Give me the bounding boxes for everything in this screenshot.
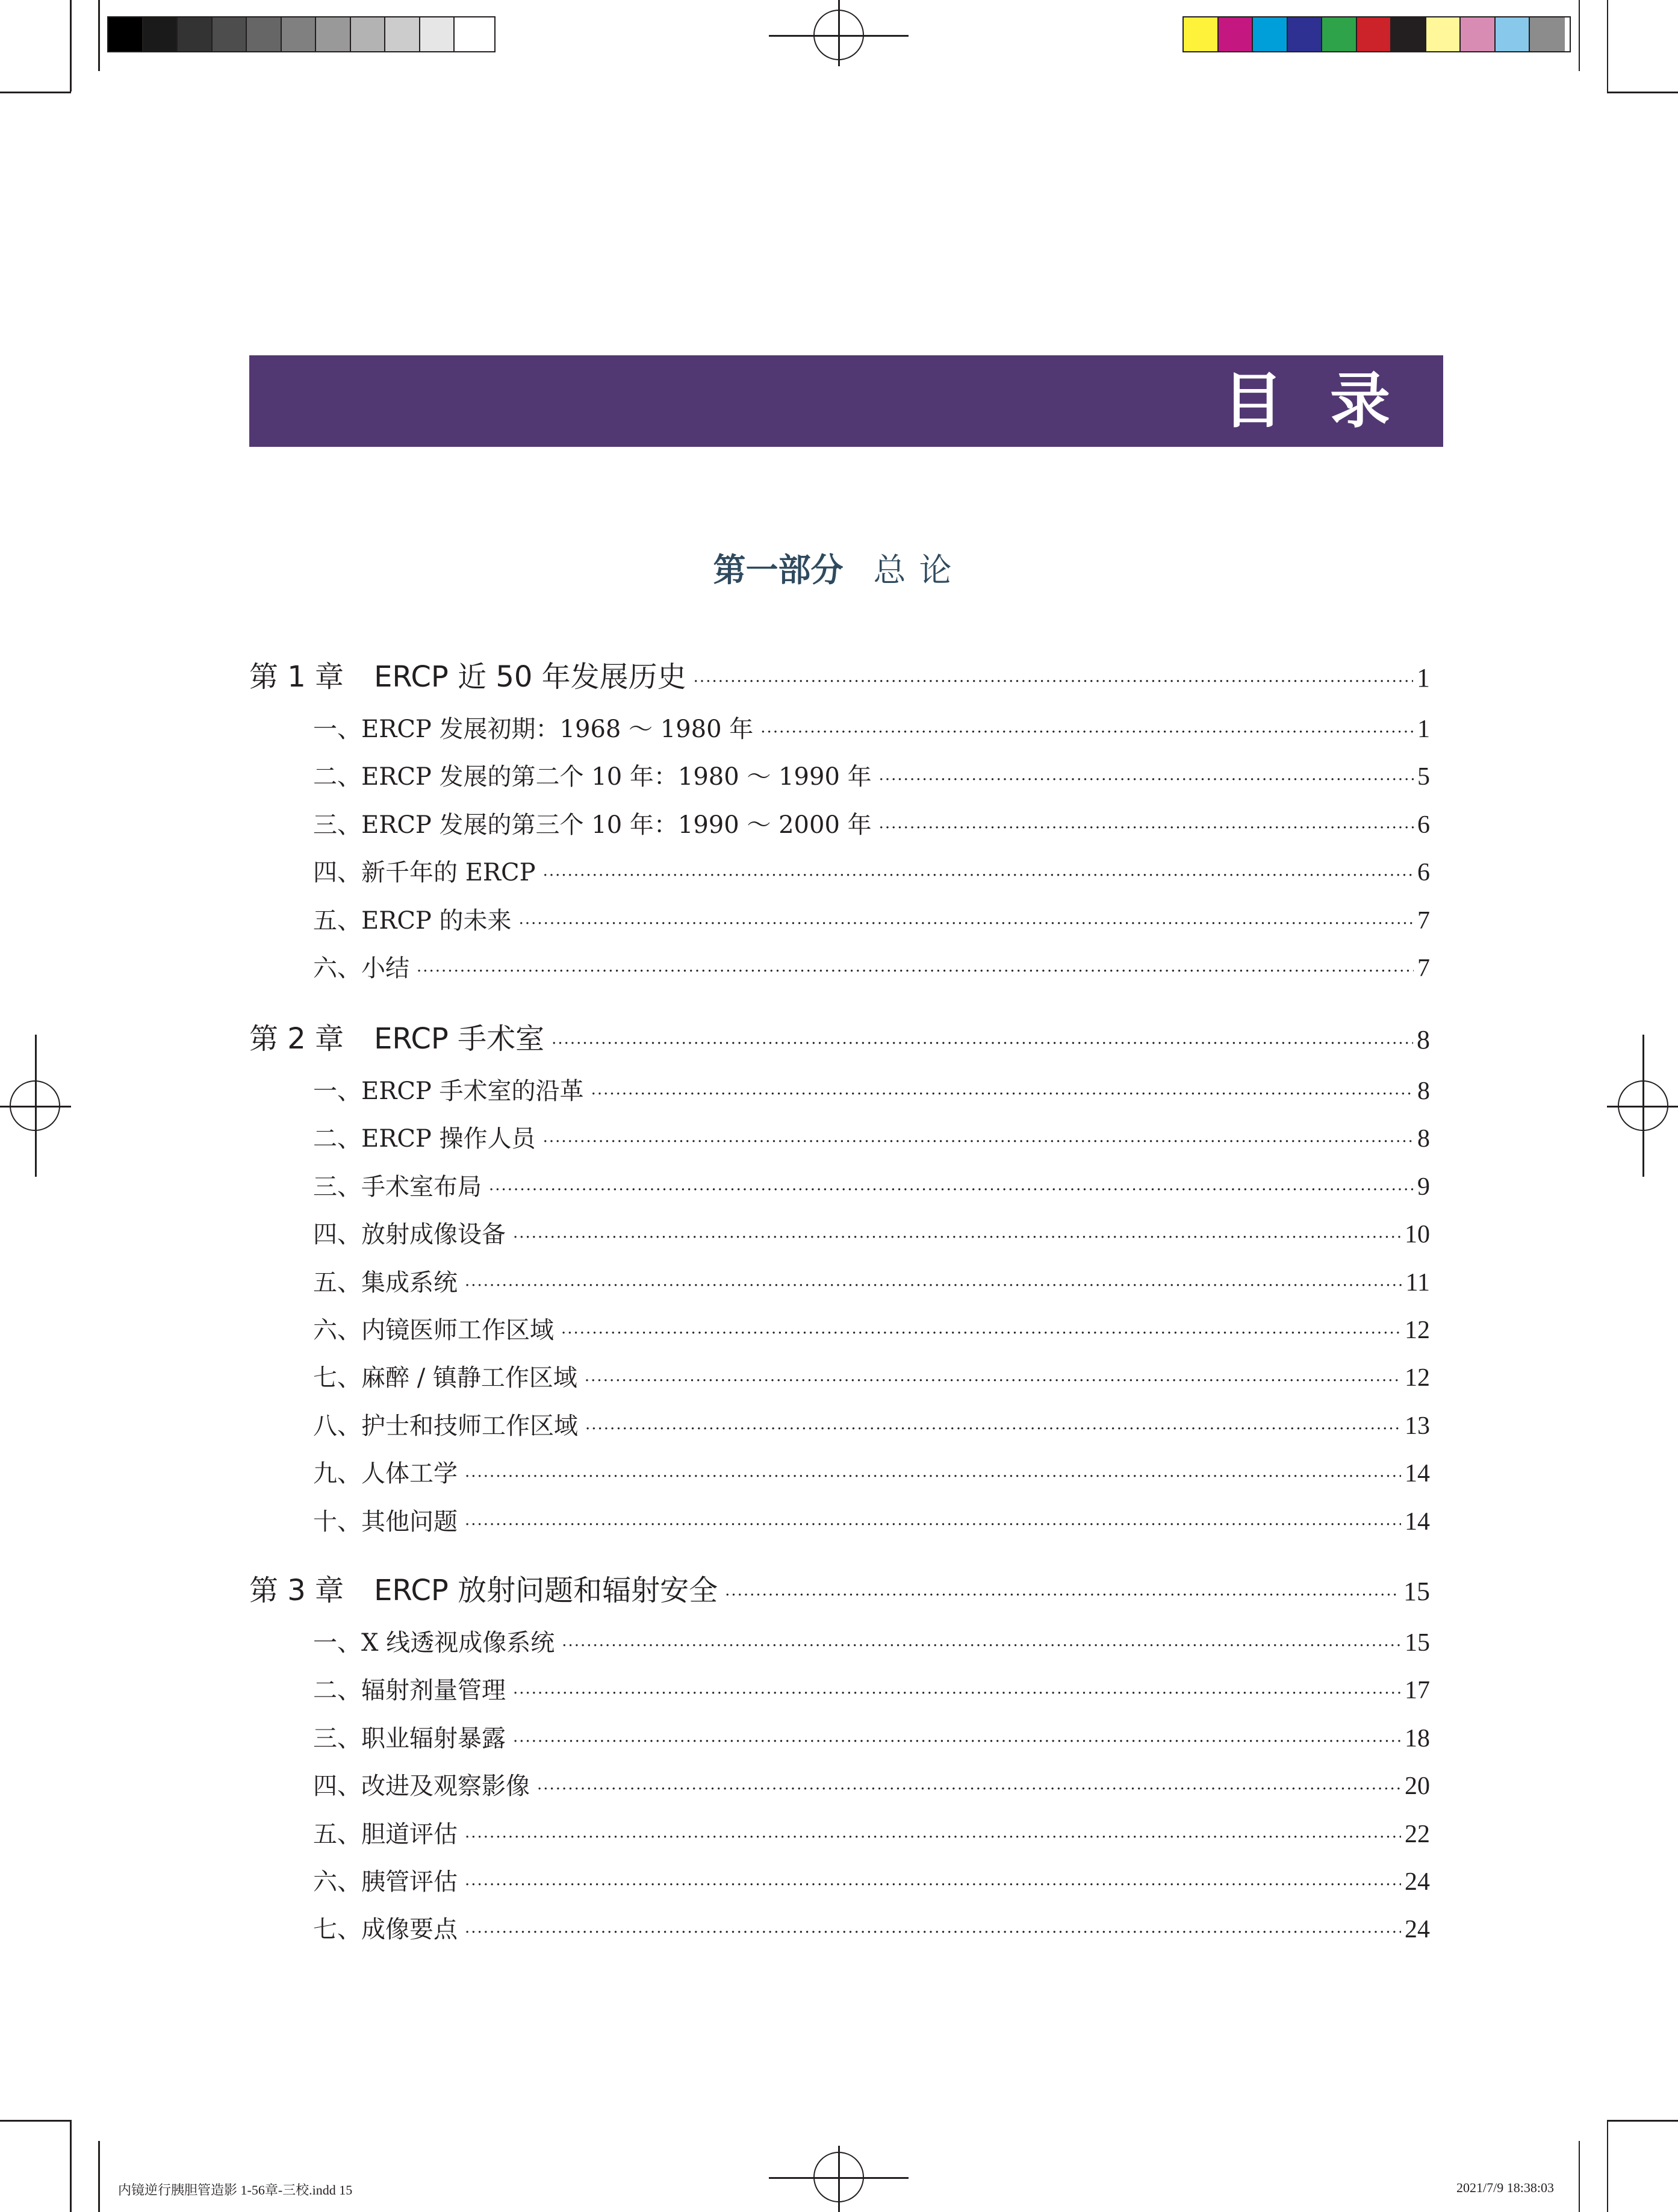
section-title: 六、内镜医师工作区域 xyxy=(313,1316,554,1344)
grayscale-control-bar xyxy=(107,16,496,52)
gray-swatch xyxy=(247,17,282,51)
section-title: 三、职业辐射暴露 xyxy=(313,1724,506,1752)
chapter-title: ERCP 手术室 xyxy=(374,1022,545,1056)
toc-section-row xyxy=(313,1454,1430,1491)
toc-section-row xyxy=(313,1767,1430,1803)
dot-leader xyxy=(465,1516,1401,1534)
section-title: 七、麻醉 / 镇静工作区域 xyxy=(313,1364,577,1392)
color-swatch xyxy=(1461,17,1496,51)
gray-swatch xyxy=(351,17,386,51)
section-title: 四、新千年的 ERCP xyxy=(313,859,536,887)
gray-swatch xyxy=(108,17,143,51)
dot-leader xyxy=(879,771,1414,789)
toc-section-row xyxy=(313,1215,1430,1251)
toc-section-row xyxy=(313,1910,1430,1946)
dot-leader xyxy=(725,1586,1400,1604)
dot-leader xyxy=(879,819,1414,837)
gray-swatch xyxy=(213,17,247,51)
page-number: 14 xyxy=(1405,1507,1430,1536)
section-title: 一、X 线透视成像系统 xyxy=(313,1629,555,1657)
page-number: 22 xyxy=(1405,1820,1430,1848)
footer-timestamp: 2021/7/9 18:38:03 xyxy=(1456,2180,1554,2195)
color-swatch xyxy=(1357,17,1392,51)
dot-leader xyxy=(543,867,1414,885)
dot-leader xyxy=(585,1420,1401,1438)
toc-section-row xyxy=(313,758,1430,794)
toc-section-row xyxy=(313,1168,1430,1204)
part-heading xyxy=(0,549,1678,591)
toc-chapter-row xyxy=(249,653,1430,696)
dot-leader xyxy=(537,1780,1401,1798)
section-title: 二、辐射剂量管理 xyxy=(313,1677,506,1705)
page-number: 1 xyxy=(1417,663,1430,693)
section-title: 一、ERCP 发展初期：1968 ～ 1980 年 xyxy=(313,715,754,743)
section-title: 五、集成系统 xyxy=(313,1268,458,1297)
page-number: 12 xyxy=(1405,1316,1430,1344)
dot-leader xyxy=(489,1181,1414,1199)
page-number: 7 xyxy=(1417,955,1430,982)
page-number: 8 xyxy=(1417,1025,1430,1055)
page-number: 5 xyxy=(1417,763,1430,791)
section-title: 五、胆道评估 xyxy=(313,1820,458,1848)
dot-leader xyxy=(465,1828,1401,1846)
toc-section-row xyxy=(313,1863,1430,1899)
chapter-title: ERCP 放射问题和辐射安全 xyxy=(374,1574,718,1607)
dot-leader xyxy=(591,1085,1414,1103)
toc-section-row xyxy=(313,1503,1430,1539)
toc-section-row xyxy=(313,902,1430,938)
toc-section-row xyxy=(313,1624,1430,1660)
color-swatch xyxy=(1426,17,1461,51)
section-title: 六、胰管评估 xyxy=(313,1868,458,1896)
gray-swatch xyxy=(420,17,455,51)
section-title: 二、ERCP 操作人员 xyxy=(313,1125,536,1153)
gray-swatch xyxy=(385,17,420,51)
section-title: 四、放射成像设备 xyxy=(313,1221,506,1249)
footer-file-name: 内镜逆行胰胆管造影 1-56章-三校.indd 15 xyxy=(118,2182,353,2198)
part-name: 总论 xyxy=(873,551,965,589)
page-number: 14 xyxy=(1405,1460,1430,1488)
gray-swatch xyxy=(282,17,317,51)
dot-leader xyxy=(513,1229,1401,1247)
color-swatch xyxy=(1496,17,1530,51)
section-title: 九、人体工学 xyxy=(313,1460,458,1488)
color-swatch xyxy=(1391,17,1426,51)
page-number: 6 xyxy=(1417,811,1430,839)
color-swatch xyxy=(1253,17,1288,51)
toc-section-row xyxy=(313,806,1430,842)
toc-section-row xyxy=(313,949,1430,985)
page-number: 24 xyxy=(1405,1916,1430,1944)
section-title: 三、ERCP 发展的第三个 10 年：1990 ～ 2000 年 xyxy=(313,811,872,839)
dot-leader xyxy=(552,1035,1413,1053)
title-band xyxy=(249,355,1443,447)
toc-section-row xyxy=(313,1359,1430,1395)
page-number: 15 xyxy=(1403,1577,1430,1606)
section-title: 五、ERCP 的未来 xyxy=(313,906,512,935)
dot-leader xyxy=(465,1468,1401,1486)
toc-section-row xyxy=(313,1719,1430,1756)
page-number: 17 xyxy=(1405,1677,1430,1705)
toc-section-row xyxy=(313,1072,1430,1108)
section-title: 十、其他问题 xyxy=(313,1507,458,1536)
toc-section-row xyxy=(313,1815,1430,1851)
dot-leader xyxy=(513,1733,1401,1751)
gray-swatch xyxy=(455,17,489,51)
dot-leader xyxy=(417,962,1414,980)
dot-leader xyxy=(561,1324,1401,1342)
chapter-title: ERCP 近 50 年发展历史 xyxy=(374,660,686,694)
toc-section-row xyxy=(313,1671,1430,1707)
toc-section-row xyxy=(313,1311,1430,1347)
toc-section-row xyxy=(313,1120,1430,1156)
toc-chapter-row xyxy=(249,1015,1430,1058)
part-label: 第一部分 xyxy=(713,551,844,589)
section-title: 七、成像要点 xyxy=(313,1916,458,1944)
color-swatch xyxy=(1219,17,1254,51)
page-number: 1 xyxy=(1417,715,1430,743)
toc-section-row xyxy=(313,853,1430,889)
section-title: 六、小结 xyxy=(313,955,409,982)
page-number: 18 xyxy=(1405,1724,1430,1752)
color-swatch xyxy=(1184,17,1219,51)
section-title: 三、手术室布局 xyxy=(313,1173,482,1201)
page-number: 8 xyxy=(1417,1077,1430,1105)
page-number: 24 xyxy=(1405,1868,1430,1896)
dot-leader xyxy=(465,1277,1402,1295)
page-title: 目录 xyxy=(1223,366,1437,436)
page-number: 20 xyxy=(1405,1772,1430,1801)
section-title: 二、ERCP 发展的第二个 10 年：1980 ～ 1990 年 xyxy=(313,763,872,791)
dot-leader xyxy=(585,1372,1401,1390)
page-number: 15 xyxy=(1405,1629,1430,1657)
toc-section-row xyxy=(313,1407,1430,1443)
page-number: 9 xyxy=(1417,1173,1430,1201)
chapter-number: 第 1 章 xyxy=(249,660,344,694)
dot-leader xyxy=(543,1133,1414,1151)
toc-section-row xyxy=(313,1263,1430,1300)
section-title: 八、护士和技师工作区域 xyxy=(313,1412,578,1440)
color-swatch xyxy=(1288,17,1323,51)
page-number: 11 xyxy=(1405,1268,1430,1297)
chapter-number: 第 2 章 xyxy=(249,1022,344,1056)
page-number: 8 xyxy=(1417,1125,1430,1153)
dot-leader xyxy=(513,1684,1401,1703)
toc-section-row xyxy=(313,710,1430,746)
section-title: 一、ERCP 手术室的沿革 xyxy=(313,1077,584,1105)
dot-leader xyxy=(465,1924,1401,1942)
dot-leader xyxy=(465,1876,1401,1894)
page-number: 7 xyxy=(1417,906,1430,935)
dot-leader xyxy=(760,723,1414,741)
dot-leader xyxy=(694,673,1413,691)
gray-swatch xyxy=(316,17,351,51)
page-number: 10 xyxy=(1405,1221,1430,1249)
color-swatch xyxy=(1322,17,1357,51)
page-number: 12 xyxy=(1405,1364,1430,1392)
toc-chapter-row xyxy=(249,1567,1430,1609)
dot-leader xyxy=(562,1637,1401,1655)
color-swatch xyxy=(1530,17,1565,51)
gray-swatch xyxy=(143,17,178,51)
page-number: 6 xyxy=(1417,859,1430,887)
dot-leader xyxy=(519,915,1414,933)
chapter-number: 第 3 章 xyxy=(249,1574,344,1607)
section-title: 四、改进及观察影像 xyxy=(313,1772,530,1801)
color-control-bar xyxy=(1182,16,1571,52)
page-number: 13 xyxy=(1405,1412,1430,1440)
gray-swatch xyxy=(178,17,213,51)
